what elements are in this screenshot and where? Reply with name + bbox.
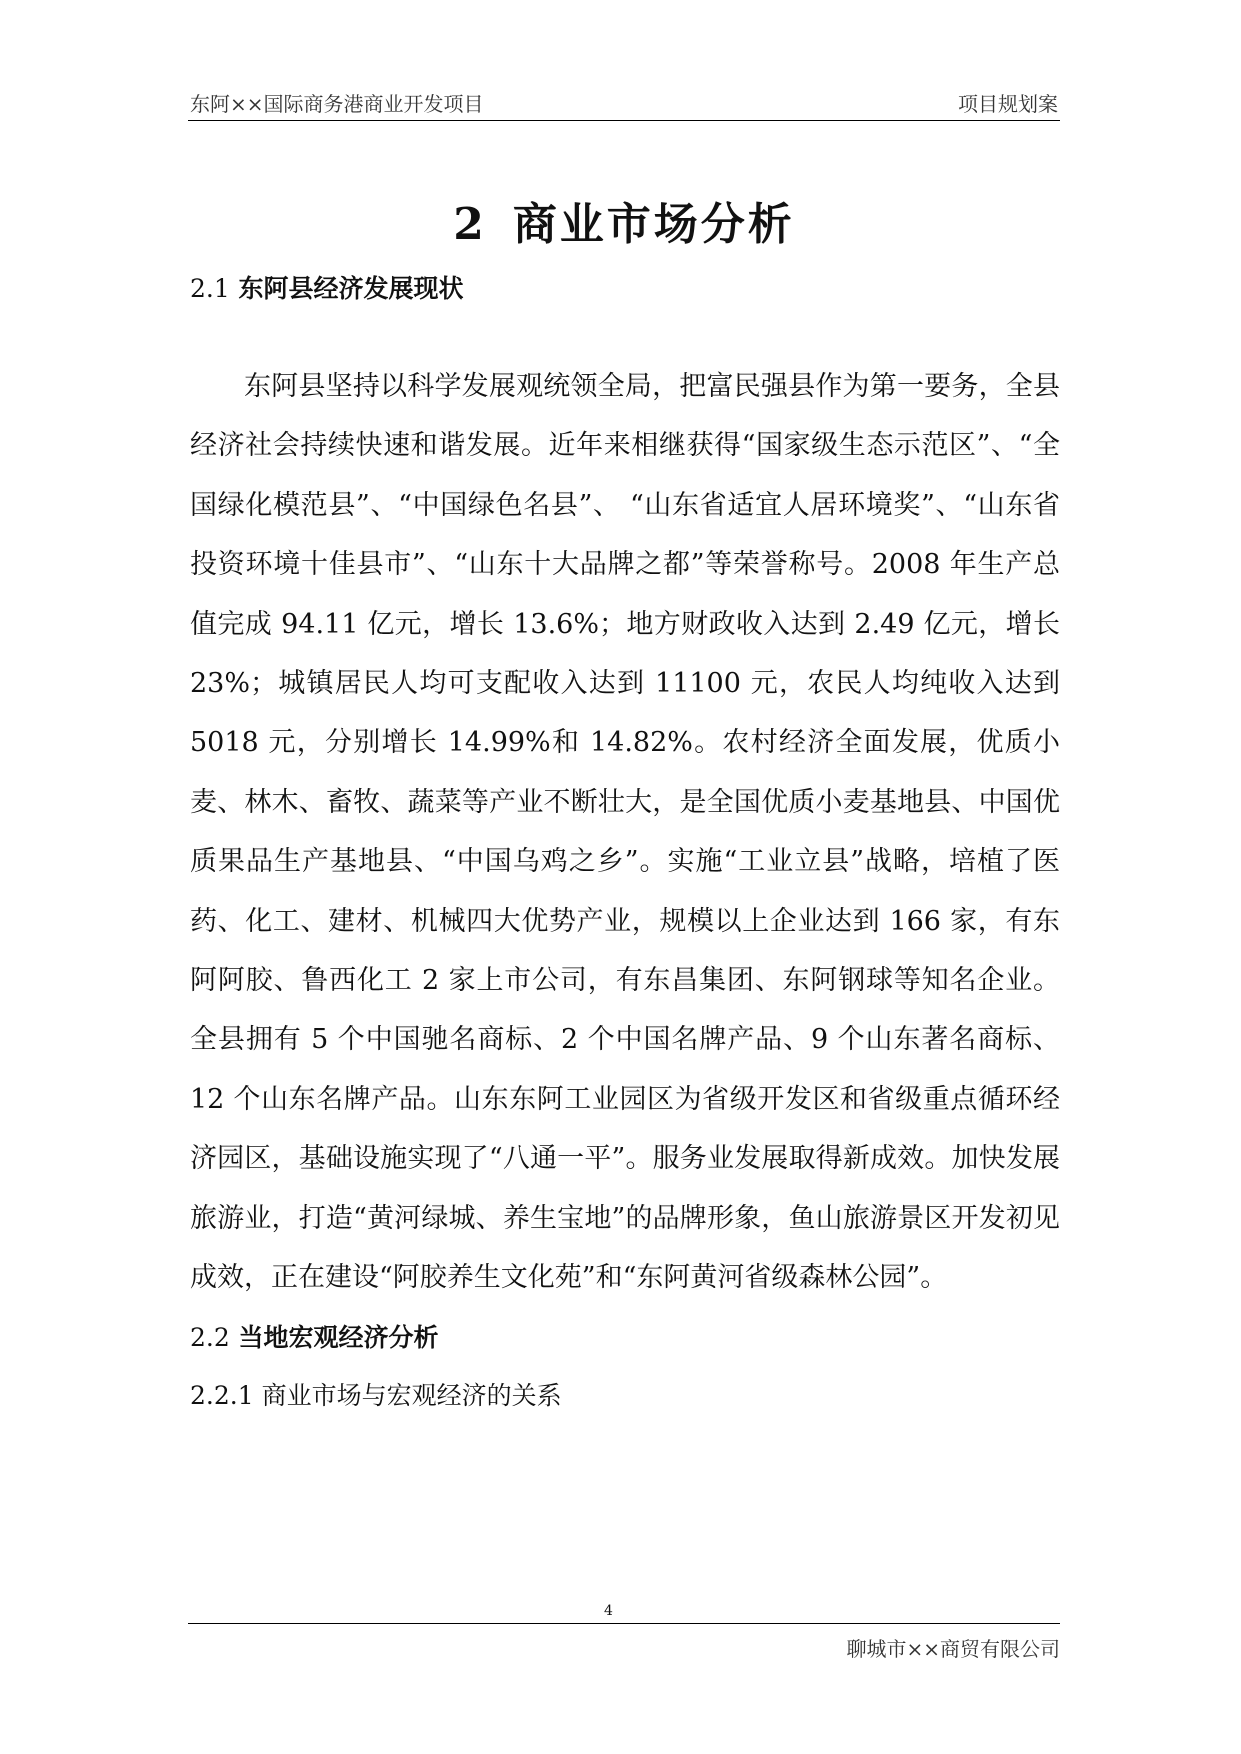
section-title: 当地宏观经济分析 <box>238 1323 439 1352</box>
header-doc-type: 项目规划案 <box>958 92 1058 116</box>
section-heading-2-2 <box>190 1318 439 1354</box>
subsection-number: 2.2.1 <box>190 1381 254 1410</box>
header-project-name: 东阿××国际商务港商业开发项目 <box>190 92 484 116</box>
section-heading-2-2-1 <box>190 1376 562 1412</box>
chapter-title <box>188 188 1060 252</box>
page-header <box>188 88 1060 121</box>
section-number: 2.2 <box>190 1323 230 1352</box>
footer-divider <box>188 1623 1060 1624</box>
chapter-title-text: 商业市场分析 <box>512 199 795 250</box>
page-number: 4 <box>604 1603 613 1619</box>
subsection-title: 商业市场与宏观经济的关系 <box>261 1381 562 1410</box>
section-number: 2.1 <box>190 274 230 303</box>
section-heading-2-1 <box>190 269 464 305</box>
section-title: 东阿县经济发展现状 <box>238 274 464 303</box>
chapter-number: 2 <box>453 199 487 250</box>
body-paragraph: 东阿县坚持以科学发展观统领全局，把富民强县作为第一要务，全县经济社会持续快速和谐发展。近年来相继获得“国家级生态示范区”、“全国绿化模范县”、“中国绿色名县”、 “山东省适宜人居环境奖”、“山东省投资环境十佳县市”、“山东十大品牌之都”等荣誉称号。2008 年生产总值完成 94.11 亿元，增长 13.6%；地方财政收入达到 2.49 亿元，增长 23%；城镇居民人均可支配收入达到 11100 元，农民人均纯收入达到 5018 元，分别增长 14.99%和 14.82%。农村经济全面发展，优质小麦、林木、畜牧、蔬菜等产业不断壮大，是全国优质小麦基地县、中国优质果品生产基地县、“中国乌鸡之乡”。实施“工业立县”战略，培植了医药、化工、建材、机械四大优势产业，规模以上企业达到 166 家，有东阿阿胶、鲁西化工 2 家上市公司，有东昌集团、东阿钢球等知名企业。全县拥有 5 个中国驰名商标、2 个中国名牌产品、9 个山东著名商标、12 个山东名牌产品。山东东阿工业园区为省级开发区和省级重点循环经济园区，基础设施实现了“八通一平”。服务业发展取得新成效。加快发展旅游业，打造“黄河绿城、养生宝地”的品牌形象，鱼山旅游景区开发初见成效，正在建设“阿胶养生文化苑”和“东阿黄河省级森林公园”。 <box>190 371 1060 1294</box>
footer-company: 聊城市××商贸有限公司 <box>846 1637 1060 1661</box>
